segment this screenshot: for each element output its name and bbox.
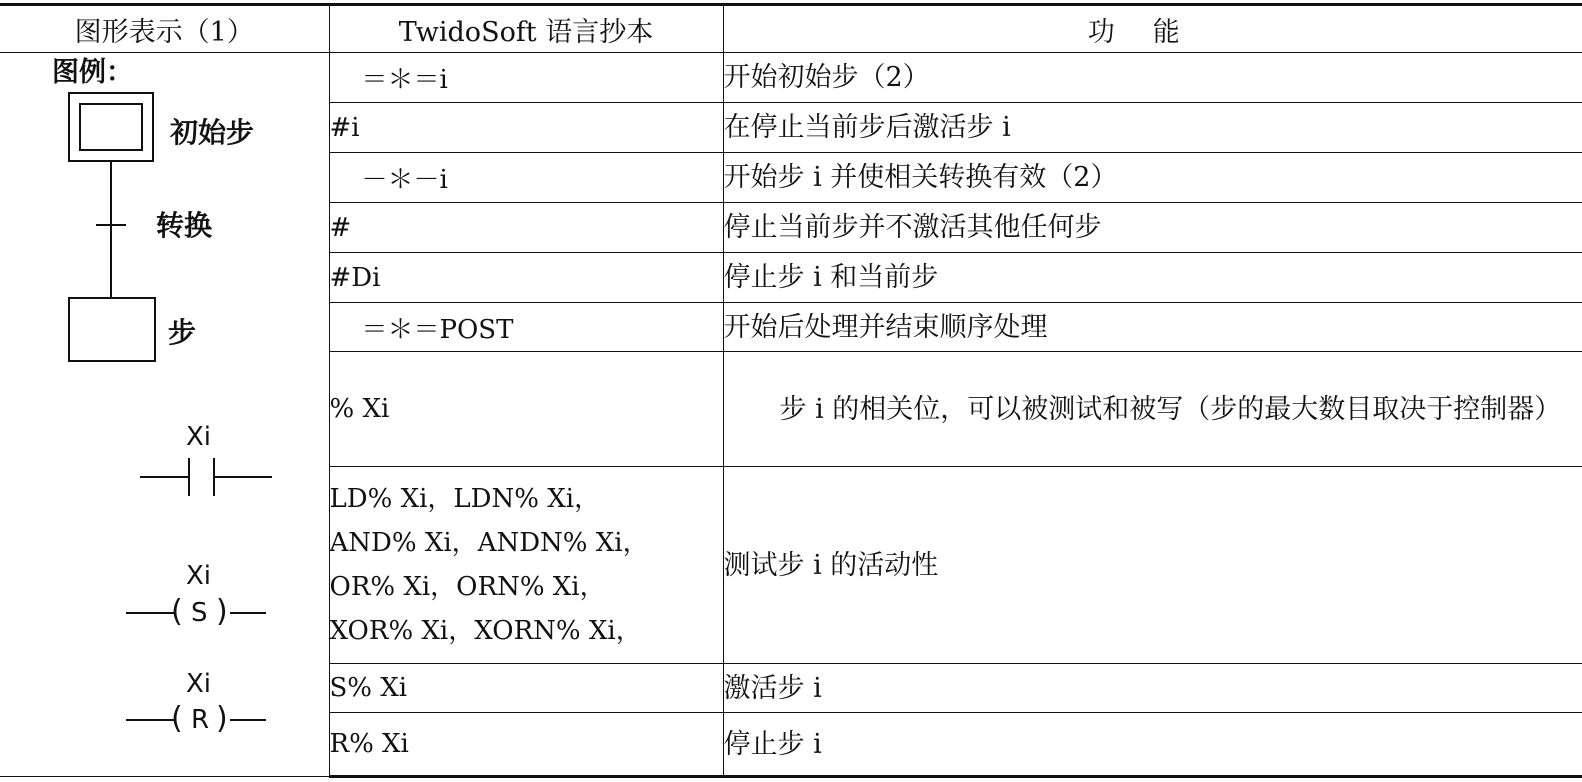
- code-cell: S% Xi: [329, 664, 723, 713]
- initial-step-label: 初始步: [170, 116, 255, 149]
- function-cell: 开始初始步（2）: [723, 53, 1582, 103]
- code-cell-multiline: [329, 467, 723, 664]
- reset-coil-letter: R: [191, 705, 210, 735]
- function-cell: 开始后处理并结束顺序处理: [723, 303, 1582, 352]
- step-label: 步: [168, 316, 197, 349]
- function-cell: 开始步 i 并使相关转换有效（2）: [723, 153, 1582, 203]
- code-cell: % Xi: [329, 352, 723, 467]
- reset-coil-left-paren-icon: (: [171, 701, 183, 736]
- code-line: OR% Xi，ORN% Xi，: [329, 572, 606, 602]
- code-cell: #: [329, 203, 723, 253]
- code-cell: #i: [329, 103, 723, 153]
- graphic-representation: [0, 50, 329, 775]
- step-box: [69, 298, 155, 361]
- grafcet-symbols: [0, 50, 329, 775]
- initial-step-inner-box: [80, 104, 142, 150]
- code-line: AND% Xi，ANDN% Xi，: [329, 528, 649, 558]
- function-cell: 停止当前步并不激活其他任何步: [723, 203, 1582, 253]
- code-cell: #Di: [329, 253, 723, 303]
- code-line: XOR% Xi，XORN% Xi，: [329, 616, 642, 646]
- function-cell: 停止步 i: [723, 713, 1582, 777]
- set-coil-right-paren-icon: ): [216, 594, 228, 629]
- code-cell: ＝＊＝i: [329, 53, 723, 103]
- reset-coil-right-paren-icon: ): [216, 701, 228, 736]
- function-cell: 步 i 的相关位，可以被测试和被写（步的最大数目取决于控制器）: [723, 352, 1582, 467]
- set-coil-left-paren-icon: (: [171, 594, 183, 629]
- legend-title: 图例：: [52, 57, 133, 88]
- function-cell: 激活步 i: [723, 664, 1582, 713]
- contact-label: Xi: [186, 422, 212, 452]
- function-cell: 停止步 i 和当前步: [723, 253, 1582, 303]
- header-script: TwidoSoft 语言抄本: [329, 5, 723, 53]
- transition-label: 转换: [156, 209, 213, 242]
- header-function: 功能: [723, 5, 1582, 53]
- reset-coil-label: Xi: [186, 669, 212, 699]
- header-row: [0, 5, 1582, 53]
- code-cell: R% Xi: [329, 713, 723, 777]
- set-coil-letter: S: [191, 598, 208, 628]
- code-cell: －＊－i: [329, 153, 723, 203]
- set-coil-label: Xi: [186, 561, 212, 591]
- function-cell: 测试步 i 的活动性: [723, 467, 1582, 664]
- header-graphic: 图形表示（1）: [0, 5, 329, 53]
- code-line: LD% Xi，LDN% Xi，: [329, 484, 601, 514]
- function-cell: 在停止当前步后激活步 i: [723, 103, 1582, 153]
- code-cell: ＝＊＝POST: [329, 303, 723, 352]
